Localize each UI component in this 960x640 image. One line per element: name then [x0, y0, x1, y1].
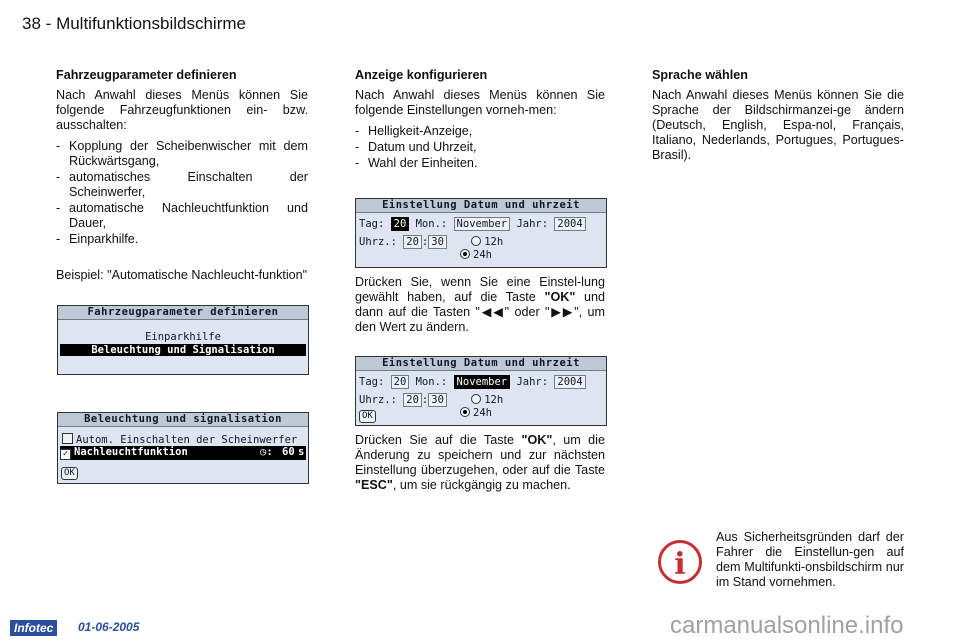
auto-headlight-label: Autom. Einschalten der Scheinwerfer	[76, 434, 298, 446]
year-field: 2004	[554, 217, 585, 231]
year-field: 2004	[554, 375, 585, 389]
safety-note-text: Aus Sicherheitsgründen darf der Fahrer die Einstellun-gen auf dem Multifunkti-onsbildschirm nur im Stand vornehmen.	[716, 530, 904, 589]
menu-option-lighting: Beleuchtung und Signalisation	[60, 344, 306, 356]
text-part: und dann auf die Tasten "◀◀" oder "▶▶", um den Wert zu ändern.	[355, 290, 605, 334]
text-part: Drücken Sie auf die Taste	[355, 433, 522, 447]
radio-24h-icon	[460, 249, 470, 259]
day-label: Tag:	[359, 218, 385, 230]
date-row	[359, 217, 586, 231]
footer-date: 01-06-2005	[78, 620, 140, 634]
screen-date-time-1	[355, 198, 607, 268]
time-row: Uhrz.: 20 : 30 12h	[359, 394, 504, 406]
ok-key-label: "OK"	[521, 433, 553, 447]
minute-field: 30	[428, 235, 447, 249]
instruction-save	[355, 433, 605, 499]
checked-icon: ✓	[60, 449, 71, 460]
instruction-change-value	[355, 275, 605, 341]
day-field: 20	[391, 375, 410, 389]
column-display-config	[355, 68, 605, 172]
example-caption: Beispiel: "Automatische Nachleucht-funktion"	[56, 268, 308, 282]
duration-value: 60	[282, 446, 295, 458]
time-label: Uhrz.:	[359, 394, 397, 406]
screen-lighting	[57, 412, 309, 484]
screen-title: Einstellung Datum und uhrzeit	[356, 199, 606, 213]
watermark: carmanualsonline.info	[670, 612, 904, 639]
list-item: - Datum und Uhrzeit,	[355, 140, 605, 155]
duration-unit: s	[298, 446, 305, 458]
ok-icon: OK	[359, 410, 376, 423]
page-header	[22, 14, 246, 34]
radio-12h-icon	[471, 236, 481, 246]
radio-24h-icon	[460, 407, 470, 417]
feature-list	[56, 139, 308, 247]
list-item: - automatisches Einschalten der Scheinwerfer,	[56, 170, 308, 200]
radio-12h-icon	[471, 394, 481, 404]
brand-logo: Infotec	[10, 620, 57, 636]
opt-24h: 24h	[473, 249, 492, 261]
opt-12h: 12h	[484, 236, 504, 248]
section-heading: Fahrzeugparameter definieren	[56, 68, 237, 82]
list-item: - Wahl der Einheiten.	[355, 156, 605, 171]
section-text: Nach Anwahl dieses Menüs können Sie die Sprache der Bildschirmanzei-ge ändern (Deutsch, English, Espa-nol, Français, Italiano, Nederlands, Portugues, Portugues-Brasil).	[652, 88, 904, 162]
section-heading: Anzeige konfigurieren	[355, 68, 488, 82]
time-label: Uhrz.:	[359, 236, 397, 248]
month-field: November	[454, 375, 511, 389]
hour-field: 20	[403, 393, 422, 407]
list-item: - Einparkhilfe.	[56, 232, 308, 247]
text-part: , um die Änderung zu speichern und zur nächsten Einstellung überzugehen, oder auf die Taste	[355, 433, 605, 477]
example-caption-block	[56, 268, 308, 289]
opt-12h: 12h	[484, 394, 504, 406]
instruction-text-1	[355, 275, 605, 335]
screen-title: Fahrzeugparameter definieren	[58, 306, 308, 320]
screen-date-time-2	[355, 356, 607, 426]
safety-note	[716, 530, 904, 596]
list-item: - Kopplung der Scheibenwischer mit dem Rückwärtsgang,	[56, 139, 308, 169]
list-item: - Helligkeit-Anzeige,	[355, 124, 605, 139]
minute-field: 30	[428, 393, 447, 407]
screen-title: Einstellung Datum und uhrzeit	[356, 357, 606, 371]
day-label: Tag:	[359, 376, 385, 388]
year-label: Jahr:	[516, 218, 549, 230]
opt-24h: 24h	[473, 407, 492, 419]
follow-me-home-label: Nachleuchtfunktion	[74, 446, 188, 458]
column-language	[652, 68, 904, 169]
time-format-24	[460, 249, 492, 261]
follow-me-home-row	[60, 446, 306, 460]
hour-field: 20	[403, 235, 422, 249]
instruction-text-2	[355, 433, 605, 493]
ok-icon: OK	[61, 467, 78, 480]
month-label: Mon.:	[415, 218, 448, 230]
day-field: 20	[391, 217, 410, 231]
page-title: Multifunktionsbildschirme	[56, 14, 246, 33]
text-part: Drücken Sie, wenn Sie eine Einstel-lung gewählt haben, auf die Taste	[355, 275, 605, 304]
list-item: - automatische Nachleuchtfunktion und Dauer,	[56, 201, 308, 231]
ok-key-label: "OK"	[544, 290, 576, 304]
time-row: Uhrz.: 20 : 30 12h	[359, 236, 504, 248]
screen-title: Beleuchtung und signalisation	[58, 413, 308, 427]
menu-option-parking: Einparkhilfe	[145, 331, 221, 343]
screen-vehicle-params	[57, 305, 309, 375]
section-heading: Sprache wählen	[652, 68, 748, 82]
page-number: 38	[22, 14, 41, 33]
month-field: November	[454, 217, 511, 231]
section-intro: Nach Anwahl dieses Menüs können Sie folgende Einstellungen vorneh-men:	[355, 88, 605, 117]
esc-key-label: "ESC"	[355, 478, 393, 492]
settings-list	[355, 124, 605, 171]
checkbox-icon	[62, 433, 73, 444]
year-label: Jahr:	[516, 376, 549, 388]
auto-headlight-row	[62, 433, 297, 446]
header-separator: -	[45, 14, 52, 33]
clock-icon: ◷:	[260, 446, 273, 458]
info-icon: i	[658, 540, 702, 584]
section-intro: Nach Anwahl dieses Menüs können Sie folgende Fahrzeugfunktionen ein- bzw. ausschalten:	[56, 88, 308, 132]
date-row	[359, 375, 586, 389]
time-format-24	[460, 407, 492, 419]
column-vehicle-params	[56, 68, 308, 248]
month-label: Mon.:	[415, 376, 448, 388]
text-part: , um sie rückgängig zu machen.	[392, 478, 571, 492]
